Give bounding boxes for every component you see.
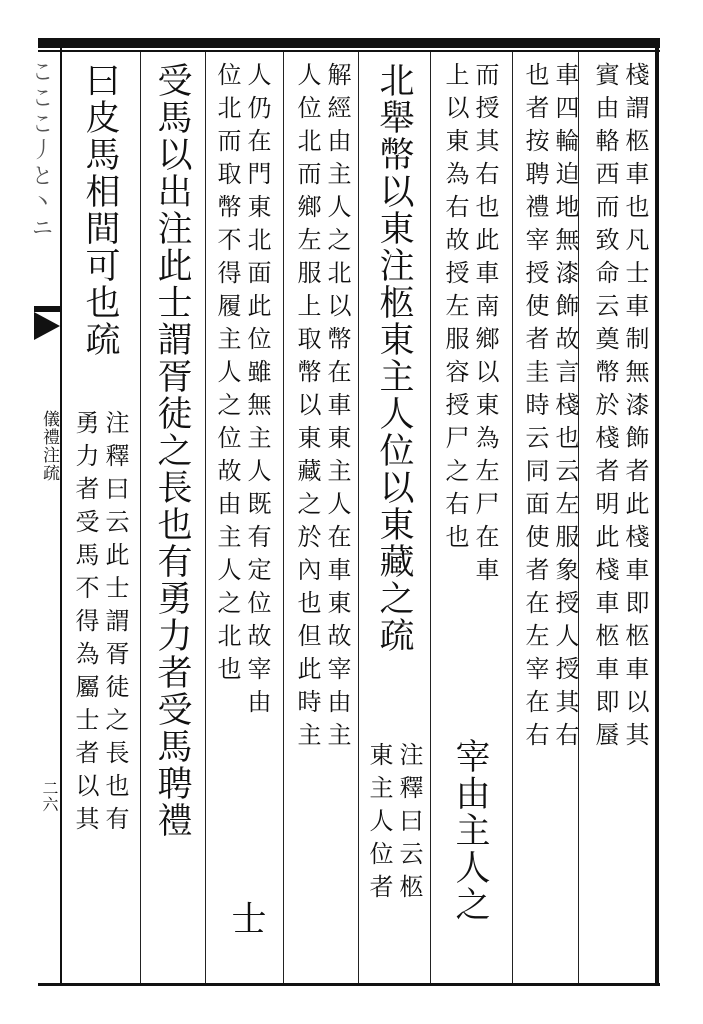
commentary-line: 注釋曰云柩 bbox=[395, 742, 423, 907]
commentary-line: 人仍在門東北面此位雖無主人既有定位故宰由 bbox=[243, 62, 271, 722]
column-divider bbox=[140, 52, 141, 983]
commentary-block bbox=[364, 742, 424, 982]
column-divider bbox=[205, 52, 206, 983]
commentary-line: 人位北而鄉左服上取幣以東藏之於內也但此時主 bbox=[293, 62, 321, 755]
margin-top-text: こここ丿と丶ニ bbox=[28, 60, 53, 242]
text-column-6 bbox=[212, 62, 272, 892]
text-column-2 bbox=[520, 62, 580, 982]
main-text: 北舉幣以東注柩東主人位以東藏之疏 bbox=[374, 62, 414, 654]
commentary-line: 而授其右也此車南鄉以東為左尸在車 bbox=[471, 62, 499, 590]
column-divider bbox=[430, 52, 431, 983]
left-border bbox=[60, 38, 62, 986]
main-text: 受馬以出注此士謂胥徒之長也有勇力者受馬聘禮 bbox=[152, 62, 192, 839]
column-divider bbox=[512, 52, 513, 983]
commentary-line: 車四輪迫地無漆飾故言棧也云左服象授人授其右 bbox=[551, 62, 579, 755]
commentary-line: 位北而取幣不得履主人之位故由主人之北也 bbox=[213, 62, 241, 689]
commentary-line: 賓由輅西而致命云奠幣於棧者明此棧車柩車即蜃 bbox=[591, 62, 619, 755]
text-column-5 bbox=[292, 62, 352, 982]
commentary-line: 解經由主人之北以幣在車東主人在車東故宰由主 bbox=[323, 62, 351, 755]
right-border bbox=[655, 38, 659, 986]
text-column-3 bbox=[440, 62, 500, 742]
commentary-line: 棧謂柩車也凡士車制無漆飾者此棧車即柩車以其 bbox=[621, 62, 649, 755]
bottom-border bbox=[38, 983, 660, 986]
commentary-line: 東主人位者 bbox=[365, 742, 393, 907]
commentary-line: 上以東為右故授左服容授尸之右也 bbox=[441, 62, 469, 557]
column-divider bbox=[358, 52, 359, 983]
main-text: 士 bbox=[226, 900, 266, 937]
top-border bbox=[38, 38, 660, 48]
commentary-line: 也者按聘禮宰授使者圭時云同面使者在左宰在右 bbox=[521, 62, 549, 755]
book-title: 儀禮注疏 bbox=[39, 410, 59, 482]
top-border-thin bbox=[38, 50, 660, 52]
page-number: 二六 bbox=[40, 780, 59, 812]
main-text: 曰皮馬相間可也疏 bbox=[80, 62, 120, 358]
commentary-block bbox=[70, 410, 130, 980]
text-column-1 bbox=[590, 62, 650, 982]
fishtail-mark bbox=[34, 312, 60, 340]
commentary-line: 注釋曰云此士謂胥徒之長也有 bbox=[101, 410, 129, 839]
column-divider bbox=[283, 52, 284, 983]
main-text: 宰由主人之 bbox=[450, 738, 490, 923]
commentary-line: 勇力者受馬不得為屬士者以其 bbox=[71, 410, 99, 839]
